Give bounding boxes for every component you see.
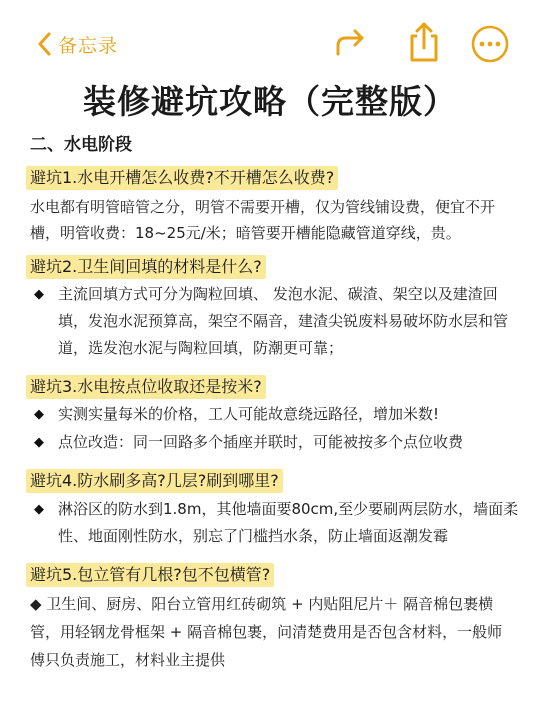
bullet-icon: ◆: [34, 435, 44, 450]
section-heading: 二、水电阶段: [30, 135, 132, 155]
chevron-left-icon: [34, 30, 56, 58]
back-label: 备忘录: [58, 34, 119, 57]
pitfall-3-bullet-1: 实测实量每米的价格，工人可能故意绕远路径，增加米数!: [58, 405, 440, 423]
nav-bar: [0, 0, 540, 88]
pitfall-heading-2: 避坑2.卫生间回填的材料是什么?: [26, 255, 266, 279]
pitfall-text-5: ◆ 卫生间、厨房、阳台立管用红砖砌筑 + 内贴阻尼片＋ 隔音棉包裹横管，用轻钢龙骨框架 + 隔音棉包裹，问清楚费用是否包含材料，一般师傅只负责施工，材料业主提供: [30, 595, 503, 669]
pitfall-heading-1: 避坑1.水电开槽怎么收费?不开槽怎么收费?: [26, 166, 338, 190]
pitfall-text-1: 水电都有明管暗管之分，明管不需要开槽，仅为管线铺设费，便宜不开槽，明管收费：18~25元/米；暗管要开槽能隐藏管道穿线，贵。: [30, 198, 496, 242]
bullet-icon: ◆: [34, 502, 44, 517]
bullet-icon: ◆: [34, 287, 44, 302]
pitfall-4-bullet-1: 淋浴区的防水到1.8m，其他墙面要80cm,至少要刷两层防水，墙面柔性、地面刚性防水，别忘了门槛挡水条，防止墙面返潮发霉: [58, 500, 519, 545]
bullet-icon: ◆: [34, 407, 44, 422]
share-icon[interactable]: [404, 20, 444, 64]
back-button[interactable]: [34, 30, 118, 58]
more-icon[interactable]: [470, 24, 510, 64]
pitfall-3-bullet-2: 点位改造：同一回路多个插座并联时，可能被按多个点位收费: [58, 433, 464, 451]
redo-icon[interactable]: [332, 26, 368, 62]
page-title: 装修避坑攻略（完整版）: [83, 82, 457, 121]
pitfall-heading-3: 避坑3.水电按点位收取还是按米?: [26, 375, 266, 399]
pitfall-heading-5: 避坑5.包立管有几根?包不包横管?: [26, 563, 274, 587]
pitfall-2-bullet-1: 主流回填方式可分为陶粒回填、 发泡水泥、碳渣、架空以及建渣回填，发泡水泥预算高，架空不隔音，建渣尖锐废料易破坏防水层和管道，选发泡水泥与陶粒回填，防潮更可靠；: [58, 285, 509, 357]
pitfall-heading-4: 避坑4.防水刷多高?几层?刷到哪里?: [26, 469, 283, 493]
